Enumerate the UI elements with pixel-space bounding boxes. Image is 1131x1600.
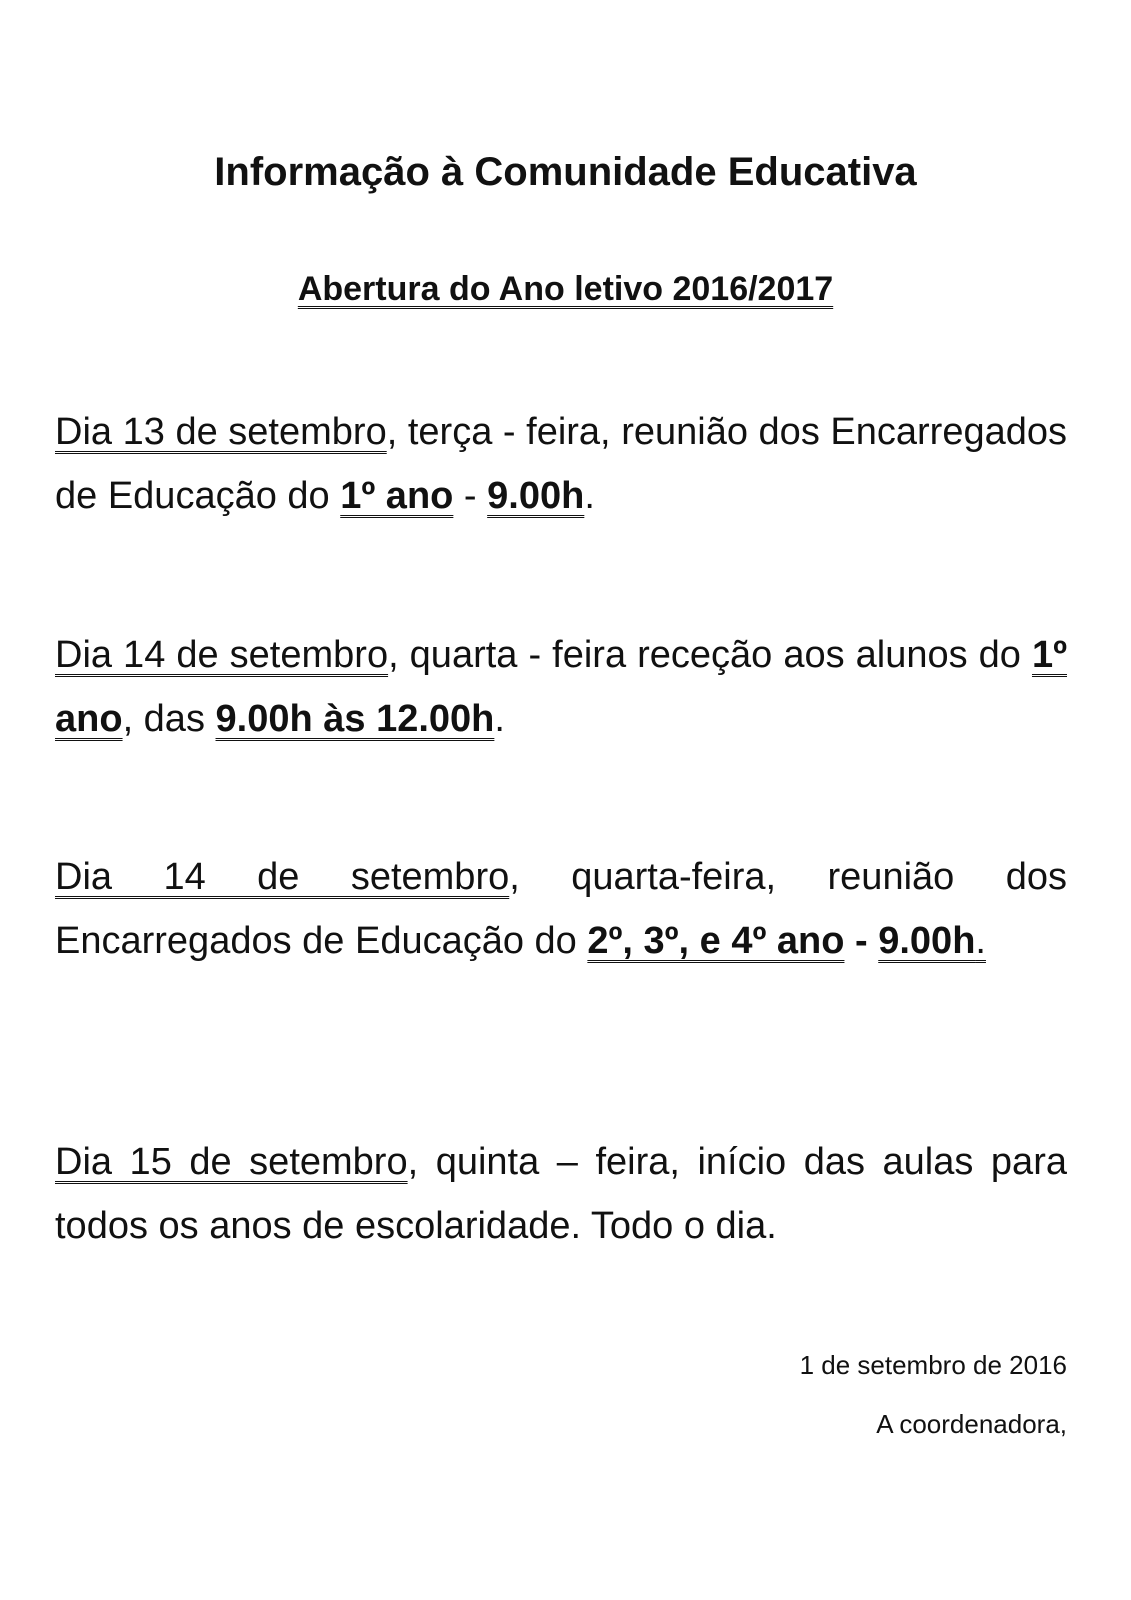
paragraph-3-text-2: - bbox=[844, 920, 879, 962]
paragraph-3-highlight-2: 9.00h bbox=[878, 920, 976, 962]
paragraph-3-date: Dia 14 de setembro bbox=[55, 856, 510, 898]
paragraph-1-text-3: . bbox=[584, 475, 595, 517]
page-title: Informação à Comunidade Educativa bbox=[214, 150, 917, 194]
paragraph-3 bbox=[55, 845, 1067, 973]
paragraph-3-text-3: . bbox=[975, 920, 986, 962]
subtitle-text: Abertura do Ano letivo 2016/2017 bbox=[297, 270, 834, 308]
signature-date: 1 de setembro de 2016 bbox=[799, 1350, 1067, 1380]
paragraph-1 bbox=[55, 400, 1067, 528]
paragraph-1-text-1: , terça - feira, reunião dos Encarregados de Educação do bbox=[55, 411, 1067, 517]
paragraph-1-text-2: - bbox=[453, 475, 488, 517]
paragraph-2-highlight-2: 9.00h às 12.00h bbox=[215, 698, 495, 740]
signature-role: A coordenadora, bbox=[876, 1409, 1067, 1439]
paragraph-3-highlight-1: 2º, 3º, e 4º ano bbox=[587, 920, 845, 962]
paragraph-2-text-1: , quarta - feira receção aos alunos do bbox=[388, 634, 1032, 676]
paragraph-2 bbox=[55, 623, 1067, 751]
paragraph-1-highlight-2: 9.00h bbox=[487, 475, 585, 517]
paragraph-2-text-3: . bbox=[494, 698, 505, 740]
page-subtitle bbox=[0, 266, 1131, 312]
paragraph-4 bbox=[55, 1130, 1067, 1258]
paragraph-2-highlight-1: 1º ano bbox=[55, 634, 1067, 740]
paragraph-1-highlight-1: 1º ano bbox=[340, 475, 454, 517]
paragraph-4-text-1: , quinta – feira, início das aulas para todos os anos de escolaridade. Todo o dia. bbox=[55, 1141, 1067, 1247]
paragraph-4-date: Dia 15 de setembro bbox=[55, 1141, 408, 1183]
paragraph-2-date: Dia 14 de setembro bbox=[55, 634, 389, 676]
paragraph-1-date: Dia 13 de setembro bbox=[55, 411, 387, 453]
paragraph-2-text-2: , das bbox=[122, 698, 216, 740]
paragraph-3-text-1: , quarta-feira, reunião dos Encarregados de Educação do bbox=[55, 856, 1067, 962]
